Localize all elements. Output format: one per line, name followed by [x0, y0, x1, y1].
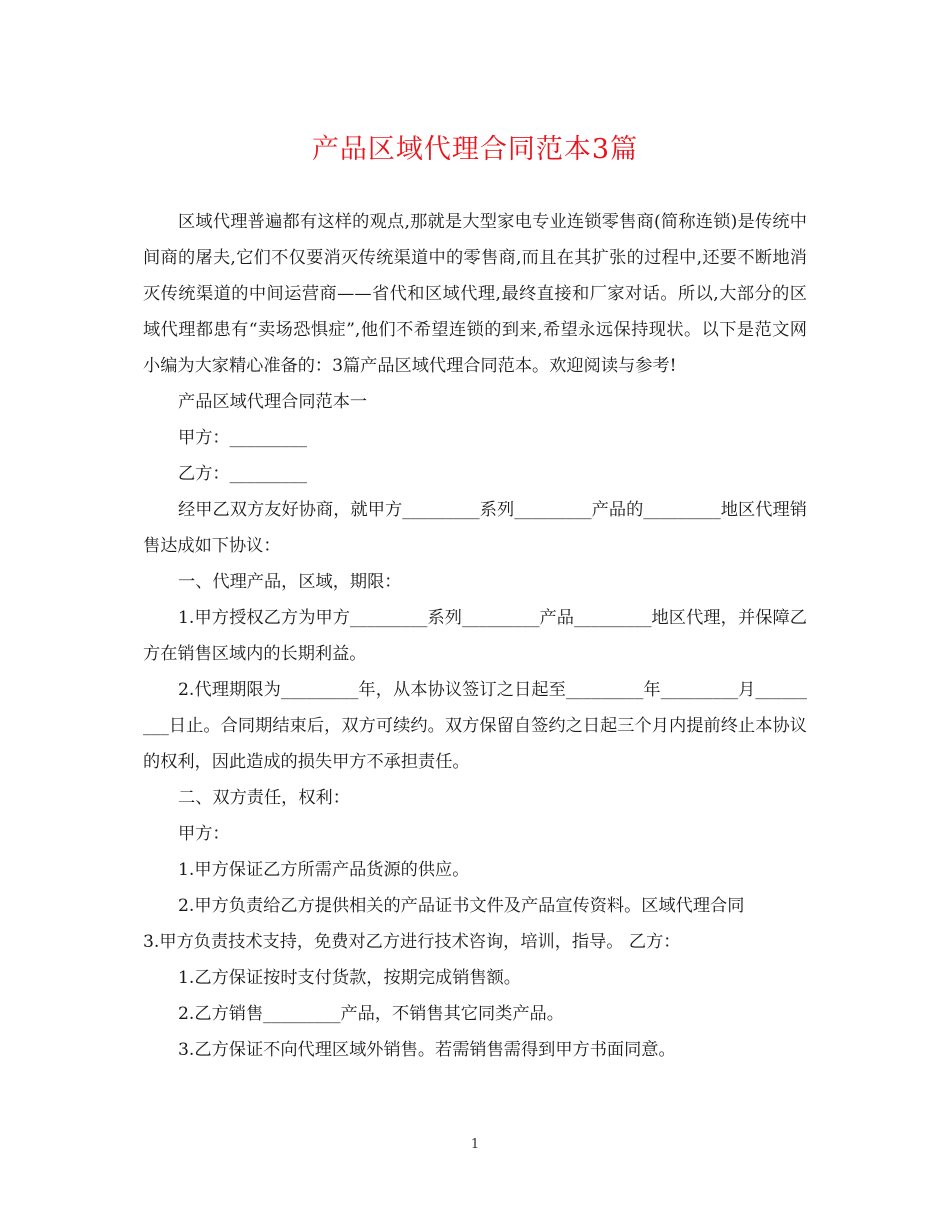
party-a-line: 甲方：_________ — [178, 428, 307, 448]
section-heading-products-region-term: 一、代理产品，区域，期限： — [178, 572, 402, 592]
party-a-heading: 甲方： — [178, 824, 230, 844]
section-heading-responsibilities: 二、双方责任，权利： — [178, 788, 350, 808]
party-b-clause-exclusive: 2.乙方销售_________产品，不销售其它同类产品。 — [178, 1004, 564, 1024]
party-a-clause-documents: 2.甲方负责给乙方提供相关的产品证书文件及产品宣传资料。区域代理合同 — [178, 896, 745, 916]
intro-paragraph: 区域代理普遍都有这样的观点,那就是大型家电专业连锁零售商(简称连锁)是传统中间商的屠夫,它们不仅要消灭传统渠道中的零售商,而且在其扩张的过程中,还要不断地消灭传统渠道的中间运营商——省代和区域代理,最终直接和厂家对话。所以,大部分的区域代理都患有“卖场恐惧症”,他们不希望连锁的到来,希望永远保持现状。以下是范文网小编为大家精心准备的：3篇产品区域代理合同范本。欢迎阅读与参考! — [143, 212, 807, 376]
page-number: 1 — [470, 1137, 480, 1152]
section-heading-contract-one: 产品区域代理合同范本一 — [178, 392, 368, 412]
party-b-line: 乙方：_________ — [178, 464, 307, 484]
document-body — [143, 204, 807, 1068]
clause-term: 2.代理期限为_________年，从本协议签订之日起至_________年_________月_________日止。合同期结束后，双方可续约。双方保留自签约之日起三个月内提前终止本协议的权利，因此造成的损失甲方不承担责任。 — [143, 680, 807, 772]
party-a-clause-supply: 1.甲方保证乙方所需产品货源的供应。 — [178, 860, 470, 880]
agreement-preamble: 经甲乙双方友好协商，就甲方_________系列_________产品的_________地区代理销售达成如下协议： — [143, 500, 807, 556]
party-b-clause-region: 3.乙方保证不向代理区域外销售。若需销售需得到甲方书面同意。 — [178, 1040, 676, 1060]
party-a-clause-support: 3.甲方负责技术支持，免费对乙方进行技术咨询，培训，指导。 乙方： — [143, 932, 681, 952]
clause-authorization: 1.甲方授权乙方为甲方_________系列_________产品_________地区代理，并保障乙方在销售区域内的长期利益。 — [143, 608, 807, 664]
party-b-clause-payment: 1.乙方保证按时支付货款，按期完成销售额。 — [178, 968, 521, 988]
document-title: 产品区域代理合同范本3篇 — [311, 134, 639, 165]
